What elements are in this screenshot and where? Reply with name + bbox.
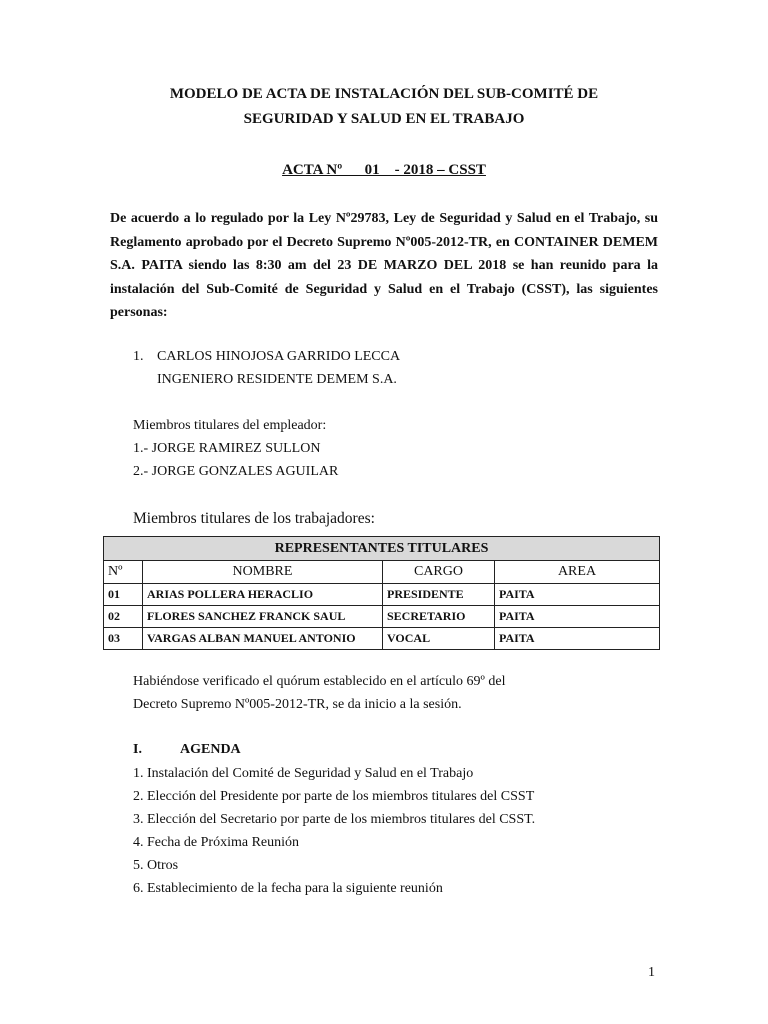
row-area: PAITA [495,628,660,650]
row-area: PAITA [495,584,660,606]
quorum-line-2: Decreto Supremo Nº005-2012-TR, se da inicio a la sesión. [133,697,462,712]
table-row [104,606,660,628]
table-header-row [104,561,660,584]
agenda-item: 3. Elección del Secretario por parte de los miembros titulares del CSST. [133,812,536,827]
header-area: AREA [495,561,660,584]
row-name: FLORES SANCHEZ FRANCK SAUL [143,606,383,628]
document-title-line2: SEGURIDAD Y SALUD EN EL TRABAJO [243,111,525,127]
table-row [104,628,660,650]
agenda-item: 2. Elección del Presidente por parte de los miembros titulares del CSST [133,789,535,804]
employer-members-heading: Miembros titulares del empleador: [133,418,327,433]
table-caption: REPRESENTANTES TITULARES [104,537,660,561]
agenda-numeral: I. [133,742,142,757]
row-number: 02 [104,606,143,628]
intro-paragraph: De acuerdo a lo regulado por la Ley Nº29783, Ley de Seguridad y Salud en el Trabajo, su Reglamento aprobado por el Decreto Supremo Nº005-2012-TR, en CONTAINER DEMEM S.A. PAITA siendo las 8:30 am del 23 DE MARZO DEL 2018 se han reunido para la instalación del Sub-Comité de Seguridad y Salud en el Trabajo (CSST), las siguientes personas: [110,211,658,320]
agenda-title: AGENDA [180,742,241,757]
row-area: PAITA [495,606,660,628]
row-cargo: PRESIDENTE [383,584,495,606]
header-number: Nº [104,561,143,584]
representatives-table [103,536,660,650]
page-number: 1 [648,965,655,980]
row-cargo: SECRETARIO [383,606,495,628]
acta-label: ACTA Nº 01 - 2018 – CSST [282,162,486,178]
agenda-item: 5. Otros [133,858,179,873]
acta-number [0,162,768,179]
person-number: 1. [133,349,144,364]
person-name: CARLOS HINOJOSA GARRIDO LECCA [157,349,401,364]
employer-member-2: 2.- JORGE GONZALES AGUILAR [133,464,339,479]
row-number: 03 [104,628,143,650]
header-name: NOMBRE [143,561,383,584]
row-cargo: VOCAL [383,628,495,650]
row-name: ARIAS POLLERA HERACLIO [143,584,383,606]
row-number: 01 [104,584,143,606]
header-cargo: CARGO [383,561,495,584]
table-row [104,584,660,606]
document-title-line1: MODELO DE ACTA DE INSTALACIÓN DEL SUB-COMITÉ DE [169,86,599,102]
row-name: VARGAS ALBAN MANUEL ANTONIO [143,628,383,650]
agenda-item: 6. Establecimiento de la fecha para la siguiente reunión [133,881,443,896]
agenda-item: 4. Fecha de Próxima Reunión [133,835,300,850]
worker-members-heading: Miembros titulares de los trabajadores: [133,510,375,527]
agenda-item: 1. Instalación del Comité de Seguridad y Salud en el Trabajo [133,766,474,781]
quorum-line-1: Habiéndose verificado el quórum establecido en el artículo 69º del [133,674,506,689]
person-role: INGENIERO RESIDENTE DEMEM S.A. [157,372,397,387]
employer-member-1: 1.- JORGE RAMIREZ SULLON [133,441,321,456]
